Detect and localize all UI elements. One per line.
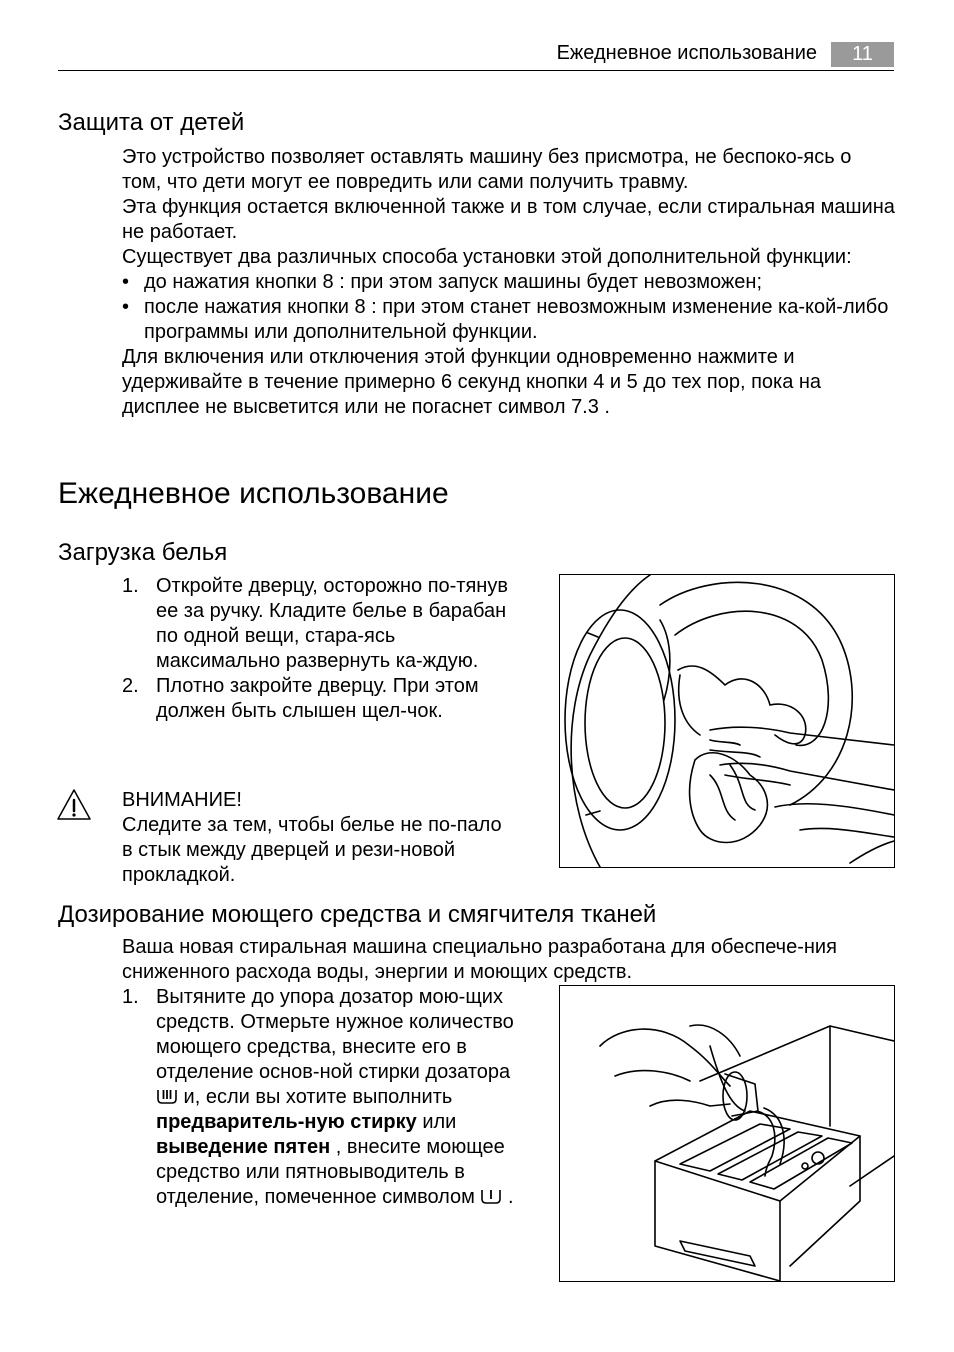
dispenser-drawer-drawing <box>560 986 894 1281</box>
loading-step-1: 1. Откройте дверцу, осторожно по-тянув ее за ручку. Кладите белье в барабан по одной вещи, стара-ясь максимально развернуть ка-ждую. <box>122 575 508 672</box>
loading-steps <box>122 574 514 724</box>
warning-text: Следите за тем, чтобы белье не по-пало в стык между дверцей и рези-новой прокладкой. <box>122 814 502 886</box>
button-label-8: 8 <box>354 296 366 318</box>
prewash-compartment-icon <box>480 1187 502 1205</box>
child-lock-p4: Для включения или отключения этой функции одновременно нажмите и удерживайте в течение примерно 6 секунд кнопки 4 и 5 до тех пор, пока на дисплее не высветится или не погаснет символ 7.3 . <box>122 346 822 418</box>
prewash-term: предваритель-ную стирку <box>156 1111 417 1133</box>
washing-machine-door-drawing <box>560 575 894 867</box>
stain-removal-term: выведение пятен <box>156 1136 331 1158</box>
button-label-8: 8 <box>322 271 334 293</box>
dosing-step-1: 1. Вытяните до упора дозатор мою-щих средств. Отмерьте нужное количество моющего средства, внесите его в отделение основ-ной стирки дозатора и, если вы хотите выполнить предваритель-ную стирку или выведение пятен , внесите моющее средство или пятновыводитель в отделение, помеченное символом . <box>122 986 514 1208</box>
warning-triangle-icon <box>56 787 92 823</box>
loading-step-2: 2. Плотно закройте дверцу. При этом должен быть слышен щел-чок. <box>122 675 479 722</box>
header-rule <box>58 70 894 71</box>
child-lock-heading: Защита от детей <box>58 109 245 136</box>
page-number: 11 <box>831 42 894 67</box>
child-lock-p2: Эта функция остается включенной также и в том случае, если стиральная машина не работает. <box>122 196 895 243</box>
warning-title: ВНИМАНИЕ! <box>122 789 242 811</box>
dosing-heading: Дозирование моющего средства и смягчителя тканей <box>58 901 657 928</box>
child-lock-p1: Это устройство позволяет оставлять машину без присмотра, не беспоко-ясь о том, что дети могут ее повредить или сами получить травму. <box>122 146 852 193</box>
dosing-steps <box>122 985 518 1210</box>
child-lock-bullet-2: • после нажатия кнопки 8 : при этом станет невозможным изменение ка-кой-либо программы или дополнительной функции. <box>122 296 889 343</box>
child-lock-bullet-1: • до нажатия кнопки 8 : при этом запуск машины будет невозможен; <box>122 271 762 293</box>
running-header-title: Ежедневное использование <box>556 42 817 64</box>
display-symbol: 7.3 <box>571 396 599 418</box>
button-label-5: 5 <box>626 371 638 393</box>
loading-heading: Загрузка белья <box>58 539 228 566</box>
main-wash-compartment-icon <box>156 1087 178 1105</box>
detergent-dispenser-illustration <box>559 985 895 1282</box>
warning-block <box>122 788 514 888</box>
child-lock-p3: Существует два различных способа установки этой дополнительной функции: <box>122 246 852 268</box>
daily-use-heading: Ежедневное использование <box>58 477 449 510</box>
loading-laundry-illustration <box>559 574 895 868</box>
child-lock-body <box>122 145 896 420</box>
dosing-intro: Ваша новая стиральная машина специально разработана для обеспече-ния сниженного расхода воды, энергии и моющих средств. <box>122 936 837 983</box>
button-label-4: 4 <box>593 371 605 393</box>
